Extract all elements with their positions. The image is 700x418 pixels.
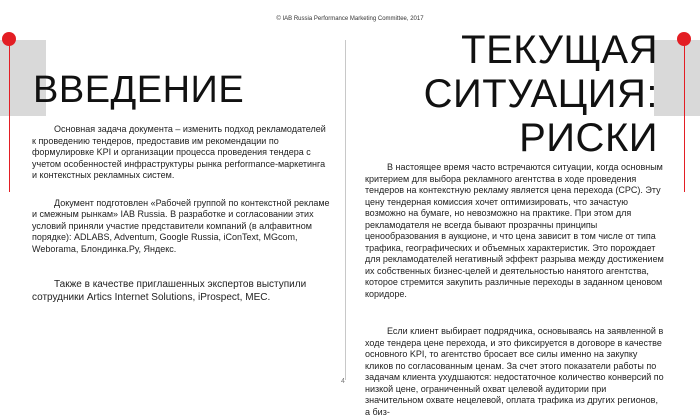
title-line-2: СИТУАЦИЯ: [423,72,658,116]
intro-paragraph-1: Основная задача документа – изменить подход рекламодателей к проведению тендеров, предоставив им рекомендации по формулировке KPI и организации процесса проведения тендера с учетом особенностей инфраструктуры рынка performance-маркетинга и контекстных рекламных систем. [32,124,326,180]
risks-paragraph-1: В настоящее время часто встречаются ситуации, когда основным критерием для выбора рекламного агентства в ходе проведения тендеров на контекстную рекламу является цена перехода (CPC). Эту цену тендерная комиссия хочет оптимизировать, что зачастую возможно на бумаге, но невозможно на практике. При этом для рекламодателя не всегда бывают прозрачны принципы ценообразования в аукционе, и что цена зависит в том числе от типа трафика, географических и объемных характеристик. Это порождает для рекламодателей негативный эффект разрыва между достижением их собственных бизнес-целей и деятельностью нанятого агентства, которое стремится закупить различные переходы в заданном ценовом коридоре. [365,162,664,299]
page-number: 4 [341,378,345,385]
section-title-introduction: ВВЕДЕНИЕ [33,69,245,111]
decorative-red-line-right [684,42,685,192]
intro-paragraph-3: Также в качестве приглашенных экспертов выступили сотрудники Artics Internet Solutions, iProspect, MEC. [32,279,307,303]
introduction-text [32,124,332,304]
copyright-notice: © IAB Russia Performance Marketing Committee, 2017 [276,16,424,22]
decorative-red-line-left [9,42,10,192]
decorative-red-dot-right [677,32,691,46]
risks-paragraph-2: Если клиент выбирает подрядчика, основываясь на заявленной в ходе тендера цене перехода, и это фиксируется в договоре в качестве основного KPI, то агентство бросает все силы именно на закупку кликов по согласованным ценам. За счет этого показатели работы по задачам клиента ухудшаются: недостаточное количество конверсий по низкой цене, ограниченный охват целевой аудитории при значительном охвате нецелевой, оплата трафика из других регионов, а биз- [365,326,664,417]
decorative-gray-block-right [654,40,700,116]
title-line-1: ТЕКУЩАЯ [461,28,658,72]
title-line-3: РИСКИ [519,116,658,160]
section-title-current-situation [398,28,658,160]
page-divider [345,40,346,380]
intro-paragraph-2: Документ подготовлен «Рабочей группой по контекстной рекламе и смежным рынкам» IAB Russia. В разработке и согласовании этих условий приняли участие представители компаний (в алфавитном порядке): ADLABS, Adventum, Google Russia, iConText, MGcom, Weborama, Блондинка.Ру, Яндекс. [32,197,330,254]
decorative-red-dot-left [2,32,16,46]
current-situation-text [365,162,665,418]
